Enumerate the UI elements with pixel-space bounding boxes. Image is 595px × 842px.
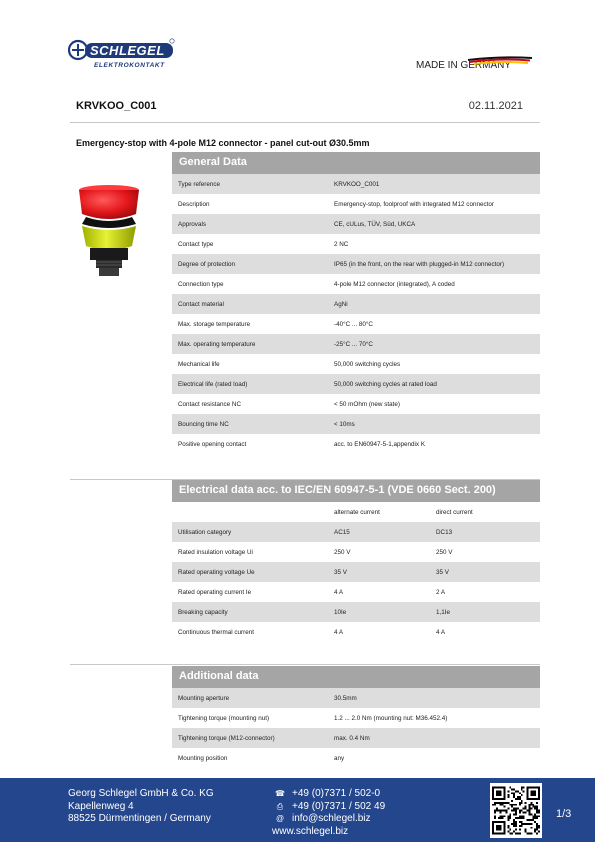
row-value-ac: 35 V bbox=[334, 568, 347, 576]
row-value: CE, cULus, TÜV, Süd, UKCA bbox=[334, 220, 416, 228]
company-name: Georg Schlegel GmbH & Co. KG bbox=[68, 788, 214, 799]
table-header-row bbox=[172, 502, 540, 522]
table-row bbox=[172, 562, 540, 582]
table-row bbox=[172, 214, 540, 234]
table-row bbox=[172, 602, 540, 622]
page-number: 1/3 bbox=[556, 808, 572, 820]
made-in-label: MADE IN GERMANY bbox=[416, 60, 512, 71]
row-value-dc: 4 A bbox=[436, 628, 446, 636]
fax-icon: ⎙ bbox=[276, 801, 284, 811]
row-label: Continuous thermal current bbox=[178, 628, 254, 636]
row-label: Degree of protection bbox=[178, 260, 236, 268]
row-value: 2 NC bbox=[334, 240, 349, 248]
row-label: Breaking capacity bbox=[178, 608, 228, 616]
row-value-dc: 35 V bbox=[436, 568, 449, 576]
row-label: Approvals bbox=[178, 220, 207, 228]
row-value: IP65 (in the front, on the rear with plugged-in M12 connector) bbox=[334, 260, 505, 268]
german-flag-icon bbox=[468, 56, 532, 66]
row-label: Contact material bbox=[178, 300, 224, 308]
row-value: 50,000 switching cycles bbox=[334, 360, 401, 368]
table-row bbox=[172, 394, 540, 414]
row-value: 50,000 switching cycles at rated load bbox=[334, 380, 437, 388]
table-row bbox=[172, 708, 540, 728]
table-row bbox=[172, 582, 540, 602]
row-label: Contact resistance NC bbox=[178, 400, 241, 408]
row-label: Rated operating current Ie bbox=[178, 588, 252, 596]
row-label: Electrical life (rated load) bbox=[178, 380, 248, 388]
street: Kapellenweg 4 bbox=[68, 800, 134, 812]
city: 88525 Dürmentingen / Germany bbox=[68, 813, 211, 824]
row-value-dc: DC13 bbox=[436, 528, 453, 536]
table-row bbox=[172, 334, 540, 354]
row-label: Rated insulation voltage Ui bbox=[178, 548, 253, 556]
emergency-stop-product-image bbox=[66, 184, 152, 278]
row-value: any bbox=[334, 754, 345, 762]
website-link[interactable]: www.schlegel.biz bbox=[272, 825, 349, 837]
row-value-ac: 4 A bbox=[334, 628, 344, 636]
page-footer bbox=[0, 778, 595, 842]
row-label: Utilisation category bbox=[178, 528, 232, 536]
email-link[interactable]: info@schlegel.biz bbox=[292, 813, 371, 824]
table-row bbox=[172, 274, 540, 294]
row-value-ac: 4 A bbox=[334, 588, 344, 596]
qr-code[interactable] bbox=[490, 783, 542, 838]
column-header-dc: direct current bbox=[436, 508, 473, 516]
brand-name: SCHLEGEL bbox=[90, 43, 165, 58]
contact-block bbox=[274, 788, 385, 838]
row-value-ac: 250 V bbox=[334, 548, 351, 556]
row-value-dc: 250 V bbox=[436, 548, 453, 556]
row-label: Max. operating temperature bbox=[178, 340, 256, 348]
divider bbox=[70, 122, 540, 123]
row-label: Type reference bbox=[178, 180, 221, 188]
fax-number[interactable]: +49 (0)7371 / 502 49 bbox=[292, 800, 386, 812]
row-label: Mechanical life bbox=[178, 360, 220, 368]
row-value: max. 0.4 Nm bbox=[334, 734, 370, 742]
section-heading: Additional data bbox=[172, 666, 540, 688]
table-row bbox=[172, 542, 540, 562]
section-heading: General Data bbox=[172, 152, 540, 174]
table-row bbox=[172, 728, 540, 748]
table-row bbox=[172, 174, 540, 194]
row-label: Description bbox=[178, 200, 210, 208]
row-label: Rated operating voltage Ue bbox=[178, 568, 255, 576]
table-row bbox=[172, 294, 540, 314]
row-value: 30.5mm bbox=[334, 694, 357, 702]
table-row bbox=[172, 374, 540, 394]
row-value: 1.2 ... 2.0 Nm (mounting nut: M36.452.4) bbox=[334, 714, 448, 722]
table-row bbox=[172, 194, 540, 214]
row-label: Mounting position bbox=[178, 754, 228, 762]
table-row bbox=[172, 434, 540, 454]
table-row bbox=[172, 254, 540, 274]
row-label: Contact type bbox=[178, 240, 214, 248]
document-title: Emergency-stop with 4-pole M12 connector - panel cut-out Ø30.5mm bbox=[76, 138, 370, 148]
brand-subtitle: ELEKTROKONTAKT bbox=[94, 62, 165, 69]
table-row bbox=[172, 234, 540, 254]
general-data-section bbox=[172, 152, 540, 454]
row-value: < 10ms bbox=[334, 420, 355, 428]
row-value: Emergency-stop, foolproof with integrated M12 connector bbox=[334, 200, 494, 208]
table-row bbox=[172, 314, 540, 334]
table-row bbox=[172, 688, 540, 708]
phone-icon: ☎ bbox=[275, 789, 285, 798]
divider bbox=[70, 664, 540, 665]
electrical-data-section bbox=[172, 480, 540, 642]
row-label: Bouncing time NC bbox=[178, 420, 229, 428]
row-label: Connection type bbox=[178, 280, 224, 288]
row-value-ac: AC15 bbox=[334, 528, 350, 536]
table-row bbox=[172, 748, 540, 768]
row-value: 4-pole M12 connector (integrated), A coded bbox=[334, 280, 455, 288]
row-label: Tightening torque (M12-connector) bbox=[178, 734, 275, 742]
row-label: Positive opening contact bbox=[178, 440, 247, 448]
document-id: KRVKOO_C001 bbox=[76, 100, 157, 112]
company-address bbox=[68, 788, 214, 826]
row-label: Max. storage temperature bbox=[178, 320, 251, 328]
row-value-dc: 2 A bbox=[436, 588, 446, 596]
row-value: acc. to EN60947-5-1,appendix K bbox=[334, 440, 426, 448]
row-label: Tightening torque (mounting nut) bbox=[178, 714, 270, 722]
row-value: -40°C ... 80°C bbox=[334, 320, 373, 328]
table-row bbox=[172, 522, 540, 542]
row-value-dc: 1,1Ie bbox=[436, 608, 451, 616]
table-row bbox=[172, 622, 540, 642]
row-value: KRVKOO_C001 bbox=[334, 180, 380, 188]
section-heading: Electrical data acc. to IEC/EN 60947-5-1 (VDE 0660 Sect. 200) bbox=[172, 480, 540, 502]
additional-data-section bbox=[172, 666, 540, 768]
column-header-ac: alternate current bbox=[334, 508, 380, 516]
row-value: AgNi bbox=[334, 300, 348, 308]
phone-number[interactable]: +49 (0)7371 / 502-0 bbox=[292, 788, 381, 799]
document-date: 02.11.2021 bbox=[468, 100, 523, 112]
row-value: < 50 mOhm (new state) bbox=[334, 400, 400, 408]
row-label: Mounting aperture bbox=[178, 694, 230, 702]
table-row bbox=[172, 414, 540, 434]
row-value: -25°C ... 70°C bbox=[334, 340, 373, 348]
table-row bbox=[172, 354, 540, 374]
row-value-ac: 10Ie bbox=[334, 608, 347, 616]
email-icon: @ bbox=[275, 814, 285, 823]
